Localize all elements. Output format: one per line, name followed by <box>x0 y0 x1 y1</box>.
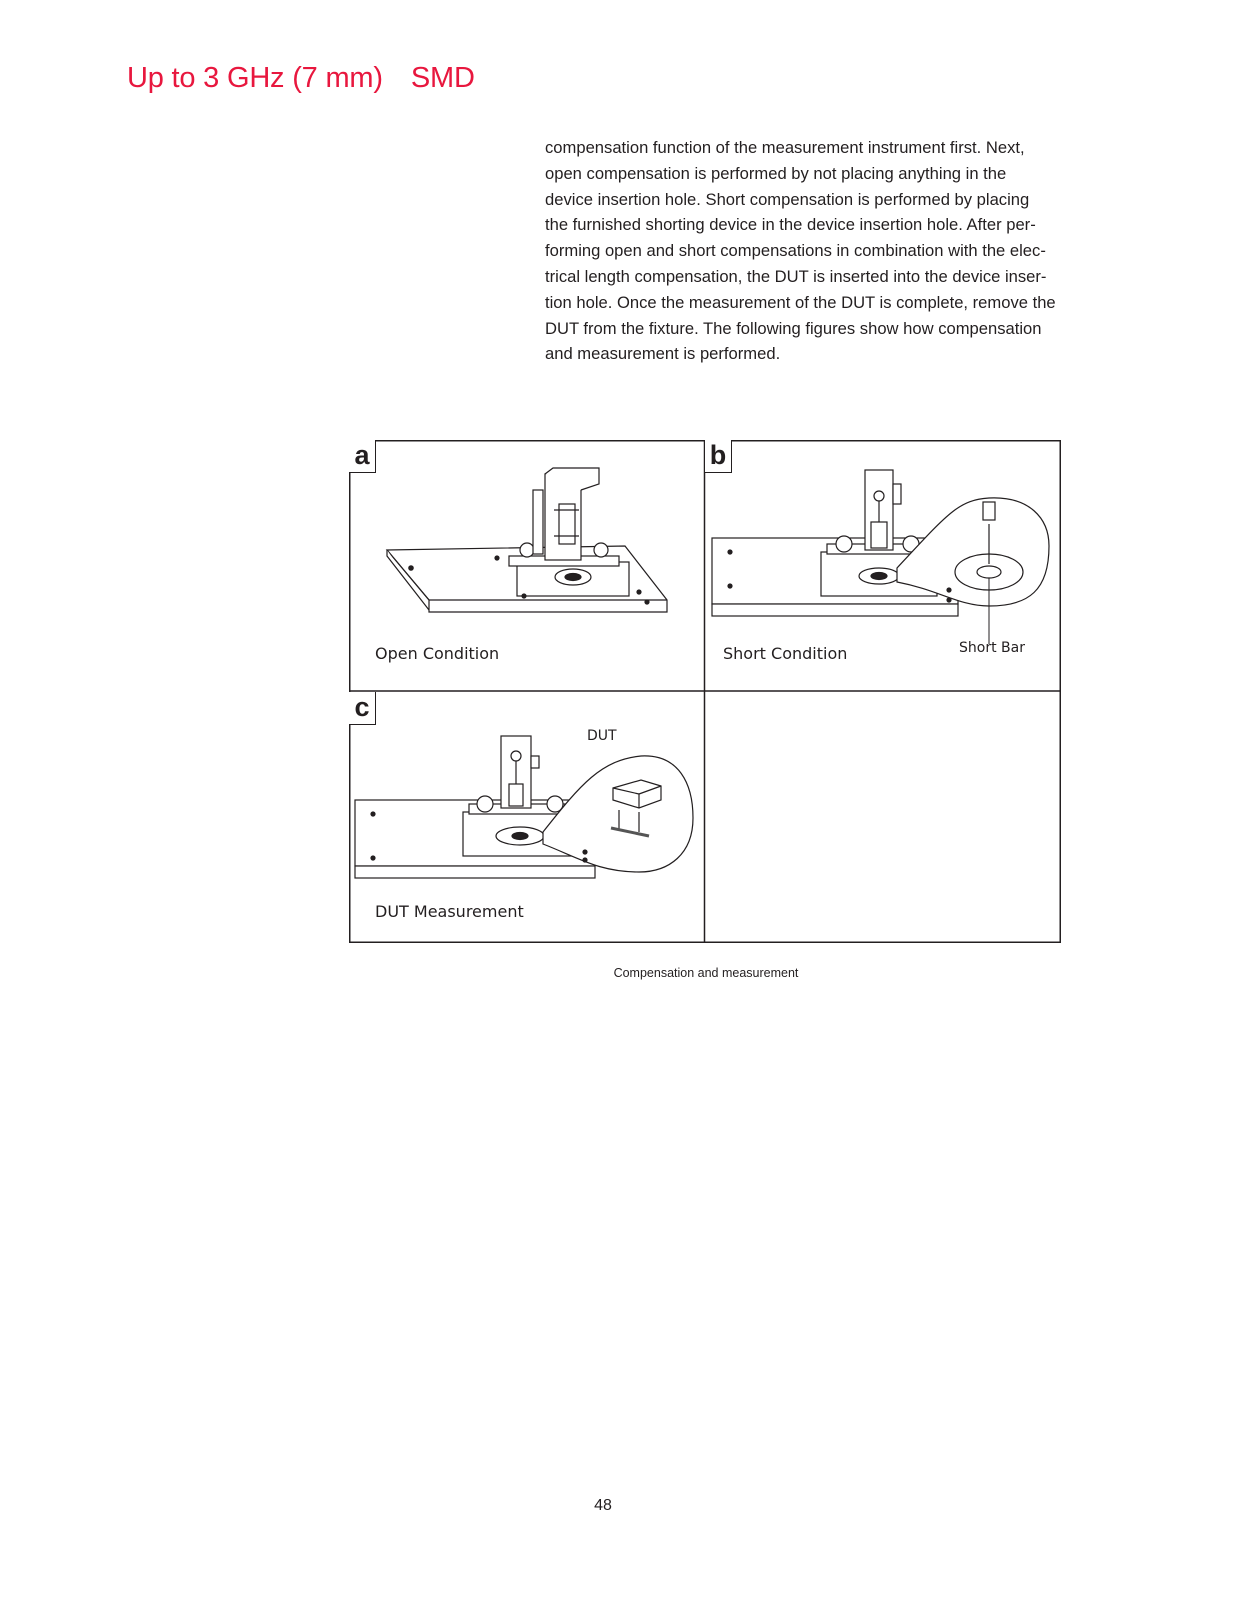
short-fixture-illustration <box>712 470 1049 644</box>
page-number: 48 <box>594 1497 612 1514</box>
dut-measurement-label: DUT Measurement <box>375 902 524 921</box>
body-line: the furnished shorting device in the device insertion hole. After per- <box>545 215 1036 235</box>
body-line: forming open and short compensations in combination with the elec- <box>545 241 1046 261</box>
body-line: trical length compensation, the DUT is inserted into the device inser- <box>545 266 1047 286</box>
short-bar-label: Short Bar <box>959 640 1025 656</box>
body-line: DUT from the fixture. The following figures show how compensation <box>545 318 1042 338</box>
body-line: and measurement is performed. <box>545 344 781 364</box>
header-section: SMD <box>410 62 475 94</box>
figure-grid <box>349 440 1061 943</box>
panel-letter-c: c <box>349 692 376 725</box>
compensation-figure <box>349 440 1061 943</box>
body-paragraph <box>545 135 1100 367</box>
dut-label: DUT <box>587 728 617 744</box>
open-condition-label: Open Condition <box>375 644 500 663</box>
body-line: open compensation is performed by not placing anything in the <box>545 163 1007 183</box>
page-header <box>127 62 475 95</box>
header-title: Up to 3 GHz (7 mm) <box>127 62 383 94</box>
body-line: tion hole. Once the measurement of the DUT is complete, remove the <box>545 292 1056 312</box>
panel-letter-b: b <box>705 440 732 473</box>
dut-fixture-illustration <box>355 736 693 878</box>
body-line: device insertion hole. Short compensation is performed by placing <box>545 189 1030 209</box>
body-line: compensation function of the measurement instrument first. Next, <box>545 138 1025 157</box>
open-fixture-illustration <box>387 468 667 612</box>
panel-letter-a: a <box>349 440 376 473</box>
figure-caption: Compensation and measurement <box>613 966 799 980</box>
short-condition-label: Short Condition <box>723 644 848 663</box>
